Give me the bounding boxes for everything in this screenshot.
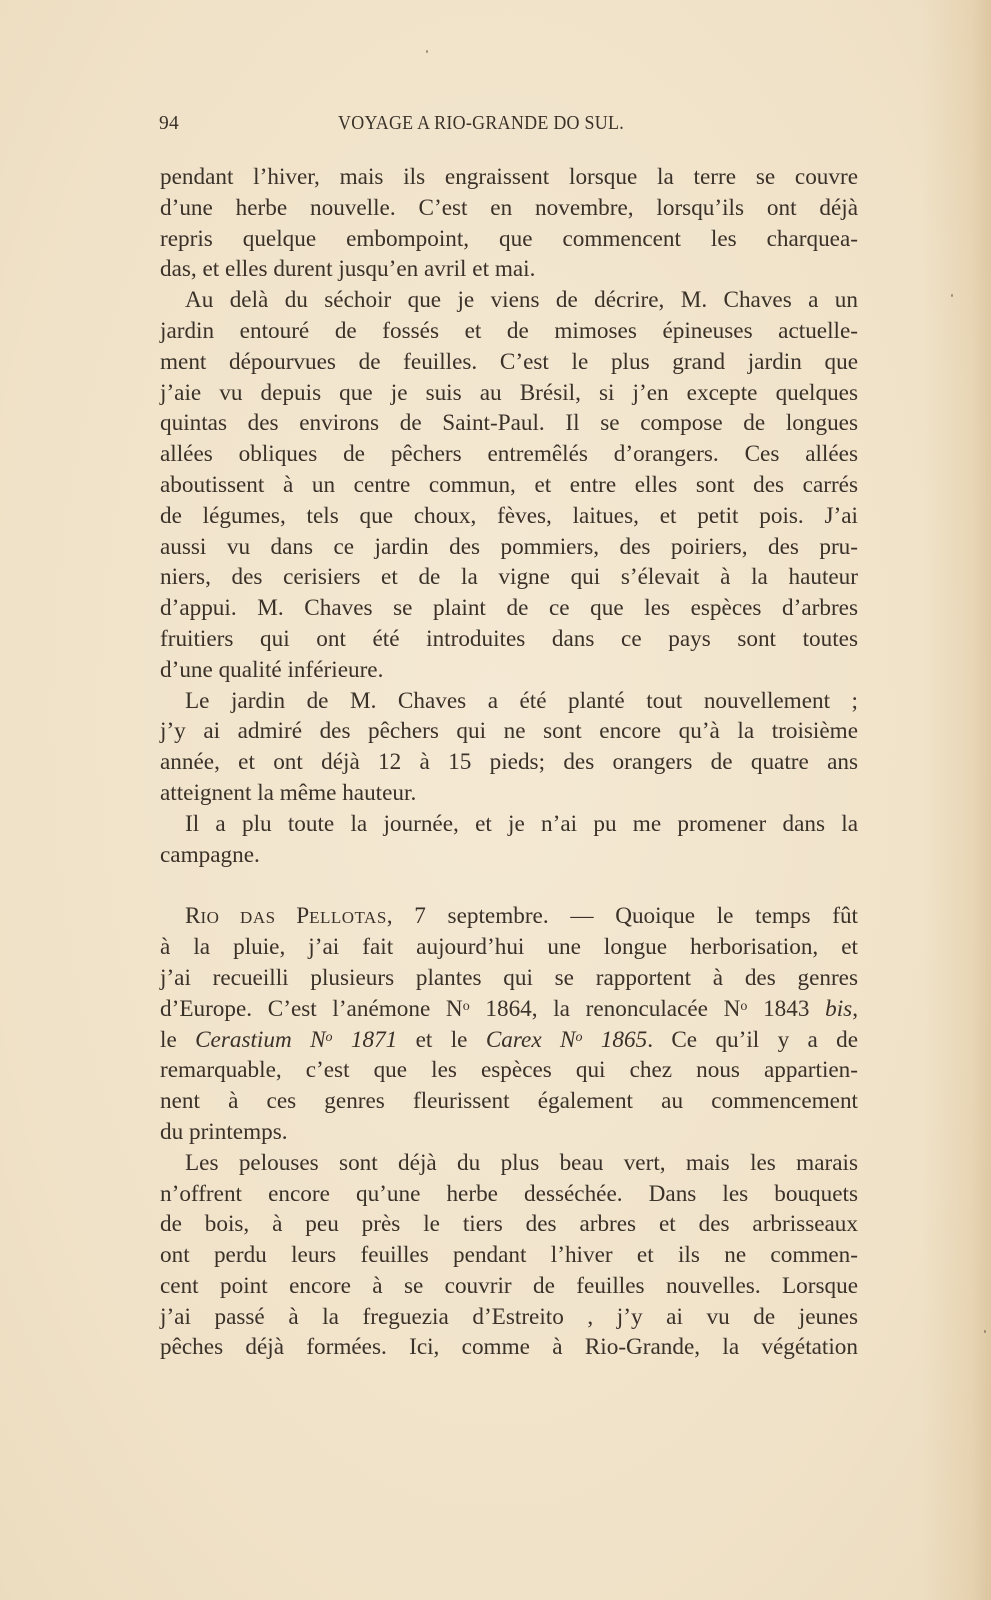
paragraph: [160, 686, 858, 809]
specimen-number: 1871: [332, 1026, 398, 1053]
text-line: d’une qualité inférieure.: [160, 656, 384, 683]
paper-speck: [951, 294, 953, 297]
text-line: j’y ai admiré des pêchers qui ne sont encore qu’à la troisième: [160, 718, 858, 745]
text-line: d’une herbe nouvelle. C’est en novembre, lorsqu’ils ont déjà: [160, 194, 858, 221]
specimen-number-prefix: N: [291, 1026, 326, 1053]
place-name-smallcaps: IO DAS: [200, 908, 297, 928]
text-line: Il a plu toute la journée, et je n’ai pu me promener dans la: [185, 810, 858, 837]
text-fragment: . Ce qu’il y a de: [647, 1026, 859, 1053]
body-text: [160, 162, 858, 1363]
text-line: aboutissent à un centre commun, et entre elles sont des carrés: [160, 471, 858, 498]
text-line: Les pelouses sont déjà du plus beau vert, mais les marais: [185, 1149, 858, 1176]
text-line: j’ai passé à la freguezia d’Estreito , j’y ai vu de jeunes: [160, 1303, 858, 1330]
text-line: Le jardin de M. Chaves a été planté tout nouvellement ;: [185, 687, 858, 714]
text-line: Au delà du séchoir que je viens de décrire, M. Chaves a un: [185, 287, 858, 314]
text-fragment: d’Europe. C’est l’anémone N: [160, 995, 463, 1022]
text-line: pendant l’hiver, mais ils engraissent lorsque la terre se couvre: [160, 164, 858, 190]
paragraph: [160, 285, 858, 685]
text-line: aussi vu dans ce jardin des pommiers, des poiriers, des pru-: [160, 533, 858, 560]
genus-carex: Carex: [485, 1026, 542, 1053]
text-fragment: et le: [397, 1026, 486, 1053]
paragraph: [160, 162, 858, 285]
journal-entry: [160, 901, 858, 1147]
text-line: niers, des cerisiers et de la vigne qui s’élevait à la hauteur: [160, 564, 858, 591]
text-line: campagne.: [160, 841, 260, 868]
paragraph: [160, 1148, 858, 1364]
text-line: j’aie vu depuis que je suis au Brésil, si j’en excepte quelques: [160, 379, 858, 406]
text-line: à la pluie, j’ai fait aujourd’hui une longue herborisation, et: [160, 934, 858, 961]
text-line: nent à ces genres fleurissent également au commencement: [160, 1088, 858, 1115]
text-line: fruitiers qui ont été introduites dans ce pays sont toutes: [160, 625, 858, 652]
text-line-specimens: [160, 1025, 858, 1056]
genus-cerastium: Cerastium: [195, 1026, 292, 1053]
paper-speck: [984, 1330, 986, 1333]
text-line: d’appui. M. Chaves se plaint de ce que les espèces d’arbres: [160, 595, 858, 622]
text-line: quintas des environs de Saint-Paul. Il se compose de longues: [160, 410, 858, 437]
text-fragment: 1843: [747, 995, 826, 1022]
italic-bis: bis: [825, 995, 853, 1022]
text-line: de bois, à peu près le tiers des arbres et des arbrisseaux: [160, 1211, 858, 1238]
place-name-initial: P: [296, 903, 310, 930]
specimen-number-prefix: N: [541, 1026, 576, 1053]
specimen-number: 1865: [582, 1026, 648, 1053]
text-line: de légumes, tels que choux, fèves, laitues, et petit pois. J’ai: [160, 502, 858, 529]
text-line: allées obliques de pêchers entremêlés d’orangers. Ces allées: [160, 441, 858, 468]
place-name-smallcaps: ELLOTAS: [309, 908, 387, 928]
text-line: cent point encore à se couvrir de feuilles nouvelles. Lorsque: [160, 1272, 858, 1299]
text-fragment: ,: [852, 995, 858, 1022]
text-line: remarquable, c’est que les espèces qui chez nous appartien-: [160, 1057, 858, 1084]
entry-heading-line: [160, 901, 858, 932]
superscript: o: [462, 998, 470, 1014]
page-number: 94: [159, 113, 180, 134]
text-line: ont perdu leurs feuilles pendant l’hiver et ils ne commen-: [160, 1242, 858, 1269]
superscript: o: [575, 1029, 583, 1045]
place-name-initial: R: [185, 903, 201, 930]
text-line: du printemps.: [160, 1118, 288, 1145]
superscript: o: [325, 1029, 333, 1045]
text-fragment: 1864, la renonculacée N: [469, 995, 741, 1022]
text-line: n’offrent encore qu’une herbe desséchée. Dans les bouquets: [160, 1180, 858, 1207]
paper-speck: [426, 50, 428, 53]
running-head: [159, 113, 859, 143]
text-line: jardin entouré de fossés et de mimoses épineuses actuelle-: [160, 317, 858, 344]
paragraph: [160, 809, 858, 871]
text-fragment: le: [160, 1026, 196, 1053]
text-line: pêches déjà formées. Ici, comme à Rio-Grande, la végétation: [160, 1334, 858, 1361]
section-break: [160, 870, 858, 901]
text-line: j’ai recueilli plusieurs plantes qui se rapportent à des genres: [160, 964, 858, 991]
text-line: année, et ont déjà 12 à 15 pieds; des orangers de quatre ans: [160, 749, 858, 776]
running-title: VOYAGE A RIO-GRANDE DO SUL.: [338, 113, 625, 134]
entry-date: , 7 septembre. — Quoique le temps fût: [386, 903, 858, 930]
superscript: o: [740, 998, 748, 1014]
text-line: das, et elles durent jusqu’en avril et mai.: [160, 256, 536, 283]
text-line: atteignent la même hauteur.: [160, 779, 417, 806]
text-line: ment dépourvues de feuilles. C’est le plus grand jardin que: [160, 348, 858, 375]
text-line: repris quelque embompoint, que commencent les charquea-: [160, 225, 858, 252]
text-line-specimens: [160, 994, 858, 1025]
